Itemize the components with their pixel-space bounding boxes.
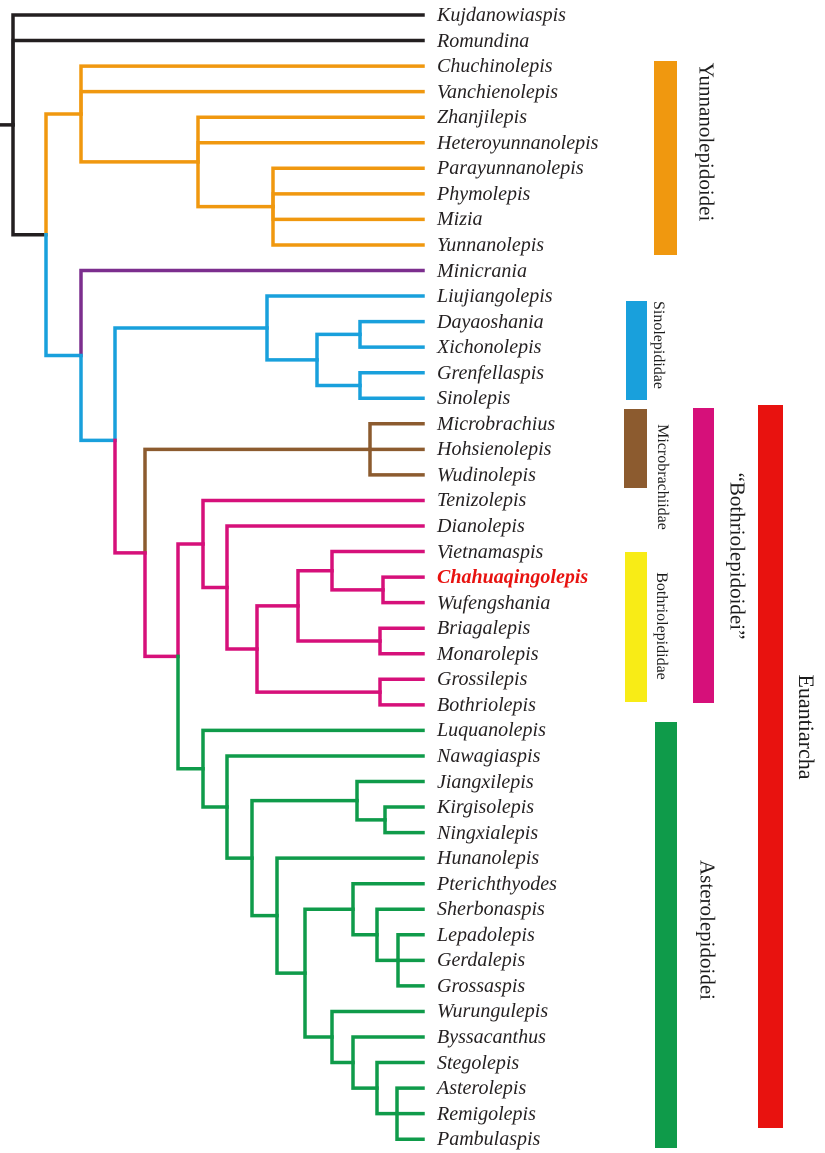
branch-pambulaspis [397, 1114, 423, 1140]
branch-luquanolepis [203, 730, 423, 768]
branch-kirgisolepis [385, 807, 423, 820]
clade-label-orange: Yunnanolepidoidei [694, 62, 719, 222]
branch-wufengshania [383, 590, 423, 603]
branch-briagalepis [380, 628, 423, 641]
branch-mizia [273, 207, 423, 220]
branch-clade [115, 440, 145, 552]
branch-clade [198, 162, 273, 207]
taxon-label-kujdanowiaspis: Kujdanowiaspis [437, 4, 566, 26]
taxon-label-briagalepis: Briagalepis [437, 617, 531, 640]
branch-lepadolepis [398, 935, 423, 961]
taxon-label-pambulaspis: Pambulaspis [437, 1128, 541, 1151]
branch-clade [178, 656, 203, 768]
branch-clade [305, 909, 353, 973]
branch-clade [317, 334, 360, 360]
taxon-label-hohsienolepis: Hohsienolepis [437, 438, 552, 461]
branch-clade [46, 235, 81, 356]
branch-clade [298, 606, 380, 641]
taxon-label-dayaoshania: Dayaoshania [437, 310, 544, 333]
taxon-label-chuchinolepis: Chuchinolepis [437, 55, 553, 78]
branch-clade [298, 571, 332, 606]
branch-phymolepis [273, 194, 423, 207]
branch-zhanjilepis [198, 117, 423, 162]
branch-kujdanowiaspis [13, 15, 423, 125]
clade-label-blue: Sinolepididae [650, 301, 667, 389]
branch-clade [203, 544, 227, 588]
taxon-label-wurungulepis: Wurungulepis [437, 1000, 549, 1023]
taxon-label-romundina: Romundina [437, 29, 530, 52]
clade-bar-red [758, 405, 783, 1128]
branch-grossaspis [398, 960, 423, 986]
taxon-label-grossaspis: Grossaspis [437, 974, 526, 997]
branch-wurungulepis [332, 1011, 423, 1037]
taxon-label-minicrania: Minicrania [437, 259, 527, 282]
taxon-label-jiangxilepis: Jiangxilepis [437, 770, 534, 793]
taxon-label-microbrachius: Microbrachius [437, 412, 556, 435]
branch-clade [332, 1037, 353, 1063]
clade-bar-brown [624, 409, 647, 488]
branch-clade [353, 1063, 377, 1089]
taxon-label-kirgisolepis: Kirgisolepis [437, 796, 535, 819]
branch-clade [377, 935, 398, 961]
branch-dayaoshania [360, 322, 423, 335]
branch-clade [377, 1088, 397, 1114]
branch-romundina [13, 41, 423, 125]
taxon-label-grenfellaspis: Grenfellaspis [437, 361, 545, 384]
branch-clade [332, 571, 383, 590]
branch-sherbonaspis [377, 909, 423, 935]
taxon-label-phymolepis: Phymolepis [437, 182, 531, 205]
taxon-label-ningxialepis: Ningxialepis [437, 821, 539, 844]
clade-bar-magenta [693, 408, 714, 703]
branch-clade [81, 114, 198, 162]
taxon-label-nawagiaspis: Nawagiaspis [437, 744, 541, 767]
taxon-label-gerdalepis: Gerdalepis [437, 949, 526, 972]
branch-heteroyunnanolepis [198, 143, 423, 162]
branch-clade [203, 769, 227, 807]
branch-clade [46, 114, 81, 235]
branch-grossilepis [380, 679, 423, 692]
taxon-label-heteroyunnanolepis: Heteroyunnanolepis [437, 131, 599, 154]
branch-jiangxilepis [357, 782, 423, 801]
branch-byssacanthus [353, 1037, 423, 1063]
clade-bar-yellow [625, 552, 647, 702]
branch-pterichthyodes [353, 884, 423, 910]
taxon-label-sinolepis: Sinolepis [437, 387, 511, 410]
branch-clade [267, 328, 317, 360]
branch-microbrachius [370, 424, 423, 450]
taxon-label-vanchienolepis: Vanchienolepis [437, 80, 559, 103]
taxon-label-hunanolepis: Hunanolepis [437, 847, 540, 870]
branch-wudinolepis [370, 449, 423, 475]
branch-xichonolepis [360, 334, 423, 347]
branch-clade [257, 649, 380, 692]
branch-clade [13, 125, 46, 235]
branch-clade [252, 858, 277, 915]
branch-sinolepis [360, 385, 423, 398]
clade-bar-orange [654, 61, 677, 255]
taxon-label-wufengshania: Wufengshania [437, 591, 551, 614]
branch-clade [305, 973, 332, 1037]
branch-monarolepis [380, 641, 423, 654]
taxon-label-yunnanolepis: Yunnanolepis [437, 233, 545, 256]
branch-bothriolepis [380, 692, 423, 705]
branch-clade [353, 909, 377, 935]
taxon-label-mizia: Mizia [437, 208, 483, 231]
taxon-label-pterichthyodes: Pterichthyodes [437, 872, 557, 895]
branch-clade [178, 544, 203, 656]
clade-label-yellow: Bothriolepididae [653, 572, 670, 680]
taxon-label-grossilepis: Grossilepis [437, 668, 528, 691]
branch-tenizolepis [203, 500, 423, 544]
branch-clade [277, 916, 305, 973]
taxon-label-zhanjilepis: Zhanjilepis [437, 106, 528, 129]
branch-vanchienolepis [81, 92, 423, 114]
taxon-label-dianolepis: Dianolepis [437, 515, 525, 537]
taxon-label-luquanolepis: Luquanolepis [437, 719, 546, 742]
clade-label-red: Euantiarcha [794, 674, 819, 780]
taxon-label-byssacanthus: Byssacanthus [437, 1026, 546, 1048]
clade-bar-blue [626, 301, 647, 400]
taxon-label-monarolepis: Monarolepis [437, 642, 539, 665]
branch-vietnamaspis [332, 552, 423, 571]
taxon-label-liujiangolepis: Liujiangolepis [437, 285, 553, 308]
clade-label-brown: Microbrachiidae [654, 424, 671, 530]
branch-clade [357, 801, 385, 820]
taxon-label-stegolepis: Stegolepis [437, 1051, 520, 1074]
taxon-label-wudinolepis: Wudinolepis [437, 463, 536, 486]
clade-label-green: Asterolepidoidei [695, 860, 720, 1000]
branch-clade [317, 360, 360, 386]
branch-ningxialepis [385, 820, 423, 833]
taxon-label-lepadolepis: Lepadolepis [437, 923, 535, 946]
taxon-label-asterolepis: Asterolepis [437, 1077, 527, 1100]
clade-bar-green [655, 722, 677, 1148]
branch-clade [227, 587, 257, 648]
branch-clade [81, 355, 115, 440]
branch-minicrania [81, 271, 423, 356]
branch-parayunnanolepis [273, 168, 423, 206]
branch-hunanolepis [277, 858, 423, 915]
taxon-label-parayunnanolepis: Parayunnanolepis [437, 157, 584, 180]
taxon-label-xichonolepis: Xichonolepis [437, 336, 542, 359]
branch-clade [115, 328, 267, 440]
branch-stegolepis [377, 1063, 423, 1089]
taxon-label-sherbonaspis: Sherbonaspis [437, 898, 545, 921]
taxon-label-chahuaqingolepis: Chahuaqingolepis [437, 566, 589, 589]
branch-clade [257, 606, 298, 649]
branch-yunnanolepis [273, 207, 423, 245]
taxon-label-remigolepis: Remigolepis [437, 1102, 536, 1125]
branch-asterolepis [397, 1088, 423, 1114]
taxon-label-tenizolepis: Tenizolepis [437, 489, 527, 512]
taxon-label-vietnamaspis: Vietnamaspis [437, 540, 544, 563]
taxon-label-bothriolepis: Bothriolepis [437, 693, 536, 716]
branch-clade [145, 553, 178, 656]
branch-clade [227, 807, 252, 858]
branch-chahuaqingolepis [383, 577, 423, 590]
clade-label-magenta: “Bothriolepidoidei” [725, 472, 750, 640]
branch-grenfellaspis [360, 373, 423, 386]
branch-clade [252, 801, 357, 858]
